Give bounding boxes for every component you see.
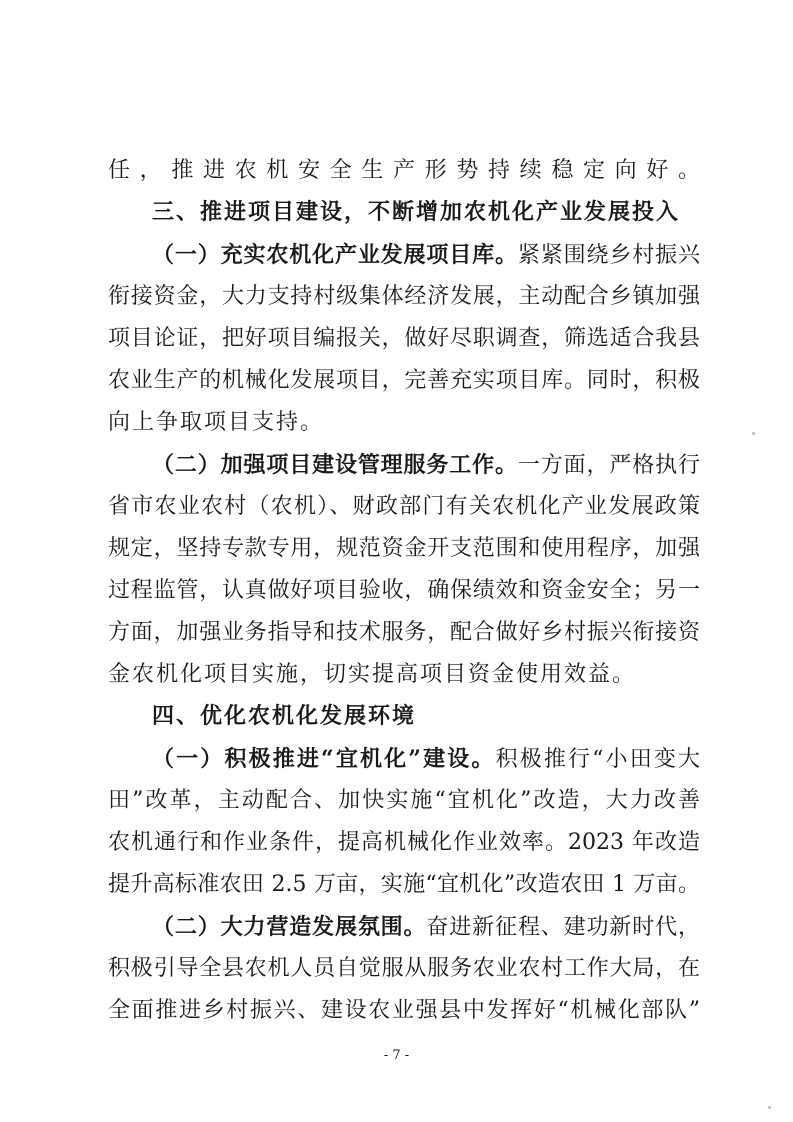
paragraph-line: 项目论证，把好项目编报关，做好尽职调查，筛选适合我县 — [108, 326, 700, 351]
scan-dot-mark — [768, 1106, 771, 1109]
paragraph-text: 紧紧围绕乡村振兴 — [517, 243, 700, 268]
paragraph-line — [108, 906, 700, 948]
subsection-title: （二）加强项目建设管理服务工作。 — [152, 452, 518, 478]
paragraph-line: 任，推进农机安全生产形势持续稳定向好。 — [108, 158, 700, 183]
paragraph-line: 方面，加强业务指导和技术服务，配合做好乡村振兴衔接资 — [108, 620, 700, 645]
section-heading-4: 四、优化农机化发展环境 — [152, 704, 417, 729]
paragraph-line: 田”改革，主动配合、加快实施“宜机化”改造，大力改善 — [108, 788, 700, 813]
subsection-title: （一）充实农机化产业发展项目库。 — [152, 242, 518, 268]
paragraph-line: 农机通行和作业条件，提高机械化作业效率。2023 年改造 — [108, 830, 700, 855]
subsection-title: （二）大力营造发展氛围。 — [152, 914, 427, 940]
paragraph-text: 奋进新征程、建功新时代， — [426, 915, 700, 940]
paragraph-text: 一方面，严格执行 — [517, 453, 700, 478]
paragraph-line: 提升高标准农田 2.5 万亩，实施“宜机化”改造农田 1 万亩。 — [108, 872, 700, 897]
scan-dot-mark — [752, 432, 755, 435]
paragraph-line: 省市农业农村（农机）、财政部门有关农机化产业发展政策 — [108, 494, 700, 519]
paragraph-line: 农业生产的机械化发展项目，完善充实项目库。同时，积极 — [108, 368, 700, 393]
paragraph-line: 积极引导全县农机人员自觉服从服务农业农村工作大局，在 — [108, 956, 700, 981]
paragraph-line — [108, 234, 700, 276]
subsection-title: （一）积极推进“宜机化”建设。 — [152, 746, 496, 772]
paragraph-line: 全面推进乡村振兴、建设农业强县中发挥好“机械化部队” — [108, 998, 700, 1023]
page-number: - 7 - — [383, 1048, 410, 1063]
paragraph-line — [108, 444, 700, 486]
paragraph-line: 金农机化项目实施，切实提高项目资金使用效益。 — [108, 662, 637, 687]
paragraph-line: 向上争取项目支持。 — [108, 410, 325, 435]
paragraph-line: 过程监管，认真做好项目验收，确保绩效和资金安全；另一 — [108, 578, 700, 603]
section-heading-3: 三、推进项目建设，不断增加农机化产业发展投入 — [152, 200, 681, 225]
body-text — [108, 150, 700, 1032]
paragraph-text: 积极推行“小田变大 — [495, 747, 701, 772]
paragraph-line: 衔接资金，大力支持村级集体经济发展，主动配合乡镇加强 — [108, 284, 700, 309]
paragraph-line — [108, 738, 700, 780]
paragraph-line: 规定，坚持专款专用，规范资金开支范围和使用程序，加强 — [108, 536, 700, 561]
